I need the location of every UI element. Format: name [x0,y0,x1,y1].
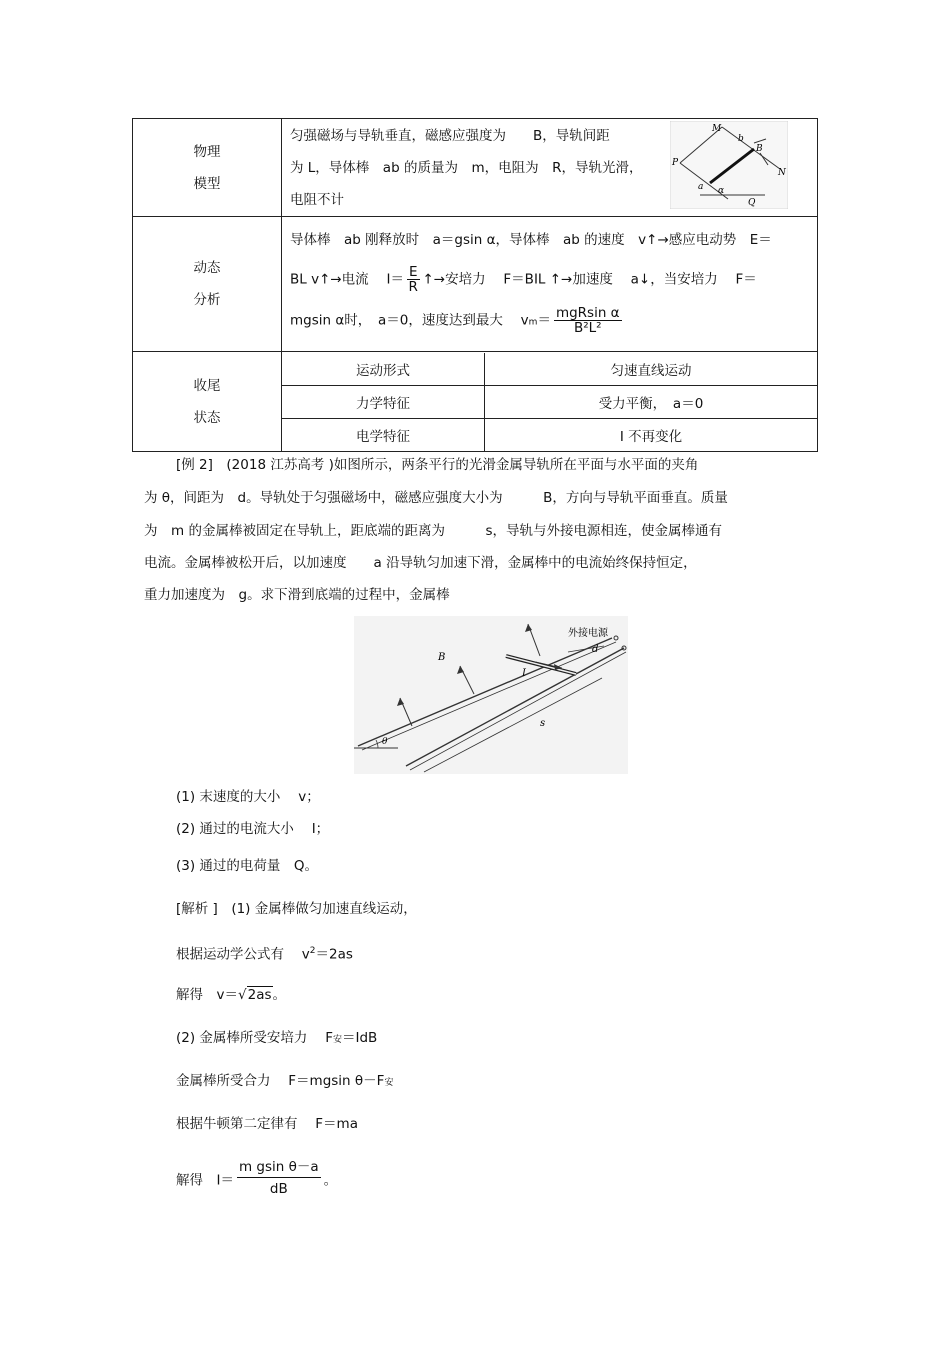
label-line: 收尾 [193,377,221,394]
row-physical-model-label [133,119,282,217]
model-text-line: 匀强磁场与导轨垂直，磁感应强度为 B，导轨间距 [290,127,610,144]
solution-line: 解得 v＝√2as。 [176,987,287,1003]
model-text-line: 电阻不计 [290,191,344,208]
solution-line: 根据运动学公式有 $v^2=2as$ [176,946,353,963]
label-line: 模型 [193,175,221,192]
fig-label: N [778,168,786,178]
solution-line: 根据牛顿第二定律有 F＝ma [176,1116,358,1132]
analysis-line-1: 导体棒 ab 刚释放时 a＝gsin α，导体棒 ab 的速度 v↑→感应电动势 E＝ [290,232,772,248]
row-dynamic-analysis-content [282,217,818,352]
row-dynamic-analysis-label [133,217,282,352]
incline-rail-figure [670,121,788,209]
fig-label: B [756,144,763,154]
row-final-state-label [133,352,282,452]
fraction-e-over-r: $\frac{E}{R}$ [408,264,418,295]
state-value: I 不再变化 [485,418,818,451]
example-line: 为 m 的金属棒被固定在导轨上，距底端的距离为 s，导轨与外接电源相连，使金属棒通有 [144,523,722,539]
fig-label-source: 外接电源 [568,628,608,639]
solution-line: 解得 I＝ $\frac{\text{m gsin θ－a}}{dB}$ 。 [176,1157,337,1200]
fig-label: Q [748,198,756,208]
label-line: 动态 [193,260,221,276]
question-line: (1) 末速度的大小 v； [176,789,320,805]
state-value: 匀速直线运动 [485,353,818,386]
row-physical-model-content [282,119,818,217]
label-line: 物理 [193,143,221,160]
fig-label-d: d [592,644,599,655]
analysis-line-2: BL v↑→电流 I＝ $\frac{E}{R}$ ↑→安培力 F＝BIL ↑→加速度 a↓，当安培力 F＝ [290,264,757,295]
example-line: [例 2] (2018 江苏高考 )如图所示，两条平行的光滑金属导轨所在平面与水平面的夹角 [176,457,699,473]
fig-label: b [738,134,744,144]
final-state-table [282,353,817,451]
row-final-state-content [282,352,818,452]
fig-label: P [672,158,679,168]
state-key: 运动形式 [282,353,485,386]
example-line: 电流。金属棒被松开后，以加速度 a 沿导轨匀加速下滑，金属棒中的电流始终保持恒定， [144,555,697,571]
state-value: 受力平衡， a＝0 [485,385,818,418]
example-line: 为 θ，间距为 d。导轨处于匀强磁场中，磁感应强度大小为 B，方向与导轨平面垂直。质量 [144,490,728,506]
fig-label: a [698,182,704,192]
sqrt-sign: √ [238,987,247,1003]
fig-label-theta: θ [382,737,388,747]
analysis-line-3: mgsin α时， a＝0，速度达到最大 vm＝ $\frac{\text{mgRsin α}}{\text{B²L²}}$ [290,305,620,336]
state-key: 力学特征 [282,385,485,418]
solution-line: 金属棒所受合力 F＝mgsin θ－F安 [176,1073,394,1089]
fig-label-s: s [540,718,546,729]
label-line: 状态 [193,409,221,426]
question-line: (2) 通过的电流大小 I； [176,821,330,837]
solution-line: (2) 金属棒所受安培力 F安＝IdB [176,1030,378,1046]
fig-label-i: I [522,668,526,679]
fig-label: M [712,124,722,134]
fig-label: α [718,186,725,196]
model-table [132,118,818,452]
solution-line: [解析 ] (1) 金属棒做匀加速直线运动， [176,901,417,917]
label-line: 分析 [193,292,221,308]
model-text-line: 为 L，导体棒 ab 的质量为 m，电阻为 R，导轨光滑， [290,159,643,176]
question-line: (3) 通过的电荷量 Q。 [176,858,319,874]
fraction-vmax: $\frac{\text{mgRsin α}}{\text{B²L²}}$ [555,305,620,336]
rails-figure [354,616,628,774]
state-key: 电学特征 [282,418,485,451]
fig-label-b: B [438,652,446,663]
fraction-current: $\frac{\text{m gsin θ－a}}{dB}$ [238,1159,319,1197]
example-line: 重力加速度为 g。求下滑到底端的过程中，金属棒 [144,587,450,603]
